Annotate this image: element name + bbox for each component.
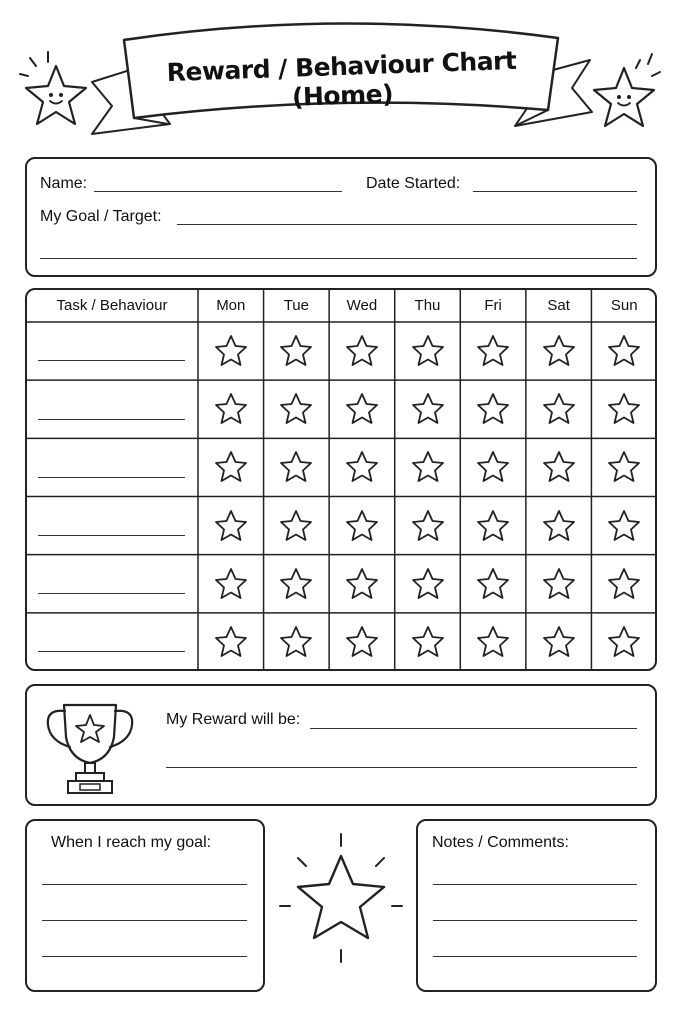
star-outline-icon[interactable] [476,509,510,543]
task-line-1[interactable] [38,360,185,361]
task-line-6[interactable] [38,651,185,652]
reward-field-extra[interactable] [166,767,637,768]
date-started-field[interactable] [473,191,637,192]
star-outline-icon[interactable] [607,334,641,368]
star-outline-icon[interactable] [607,509,641,543]
goal-reached-line-1[interactable] [42,884,247,885]
star-outline-icon[interactable] [607,450,641,484]
task-line-4[interactable] [38,535,185,536]
star-outline-icon[interactable] [411,450,445,484]
star-outline-icon[interactable] [345,567,379,601]
name-field[interactable] [94,191,342,192]
star-outline-icon[interactable] [345,392,379,426]
star-outline-icon[interactable] [214,567,248,601]
star-outline-icon[interactable] [345,625,379,659]
star-outline-icon[interactable] [214,625,248,659]
day-header-mon: Mon [216,297,246,314]
star-outline-icon[interactable] [607,625,641,659]
star-outline-icon[interactable] [411,625,445,659]
star-outline-icon[interactable] [542,509,576,543]
day-header-fri: Fri [484,297,502,314]
notes-line-2[interactable] [433,920,637,921]
star-outline-icon[interactable] [542,625,576,659]
name-label: Name: [40,175,88,192]
goal-reached-label: When I reach my goal: [51,834,212,851]
star-outline-icon[interactable] [411,334,445,368]
goal-reached-line-2[interactable] [42,920,247,921]
star-outline-icon[interactable] [214,392,248,426]
day-header-sun: Sun [610,297,638,314]
star-outline-icon[interactable] [542,567,576,601]
smiling-star-icon [18,50,94,134]
star-outline-icon[interactable] [214,450,248,484]
task-header: Task / Behaviour [56,297,168,314]
task-line-2[interactable] [38,419,185,420]
star-outline-icon[interactable] [411,509,445,543]
star-outline-icon[interactable] [279,450,313,484]
star-outline-icon[interactable] [542,334,576,368]
day-header-tue: Tue [283,297,309,314]
star-outline-icon[interactable] [279,625,313,659]
notes-label: Notes / Comments: [432,834,569,851]
star-outline-icon[interactable] [279,509,313,543]
star-outline-icon[interactable] [411,392,445,426]
goal-reached-line-3[interactable] [42,956,247,957]
star-outline-icon[interactable] [476,334,510,368]
reward-label: My Reward will be: [166,711,301,728]
trophy-icon [42,697,138,797]
star-outline-icon[interactable] [542,450,576,484]
star-outline-icon[interactable] [476,625,510,659]
star-outline-icon[interactable] [607,392,641,426]
star-outline-icon[interactable] [542,392,576,426]
star-outline-icon[interactable] [279,567,313,601]
star-outline-icon[interactable] [476,450,510,484]
star-outline-icon[interactable] [279,392,313,426]
notes-line-3[interactable] [433,956,637,957]
page-title: Reward / Behaviour Chart (Home) [166,45,517,112]
day-header-sat: Sat [547,297,570,314]
notes-line-1[interactable] [433,884,637,885]
goal-field-extra[interactable] [40,258,637,259]
star-outline-icon[interactable] [345,334,379,368]
star-outline-icon[interactable] [214,509,248,543]
star-outline-icon[interactable] [476,392,510,426]
star-outline-icon[interactable] [411,567,445,601]
date-started-label: Date Started: [366,175,461,192]
day-header-thu: Thu [414,297,441,314]
star-outline-icon[interactable] [345,450,379,484]
goal-label: My Goal / Target: [40,208,162,225]
reward-field[interactable] [310,728,637,729]
task-line-5[interactable] [38,593,185,594]
day-header-wed: Wed [346,297,378,314]
smiling-star-icon [590,50,666,134]
star-outline-icon[interactable] [476,567,510,601]
goal-field[interactable] [177,224,637,225]
star-outline-icon[interactable] [214,334,248,368]
task-line-3[interactable] [38,477,185,478]
star-outline-icon[interactable] [607,567,641,601]
star-outline-icon[interactable] [279,334,313,368]
sparkle-star-icon [276,830,406,966]
star-outline-icon[interactable] [345,509,379,543]
